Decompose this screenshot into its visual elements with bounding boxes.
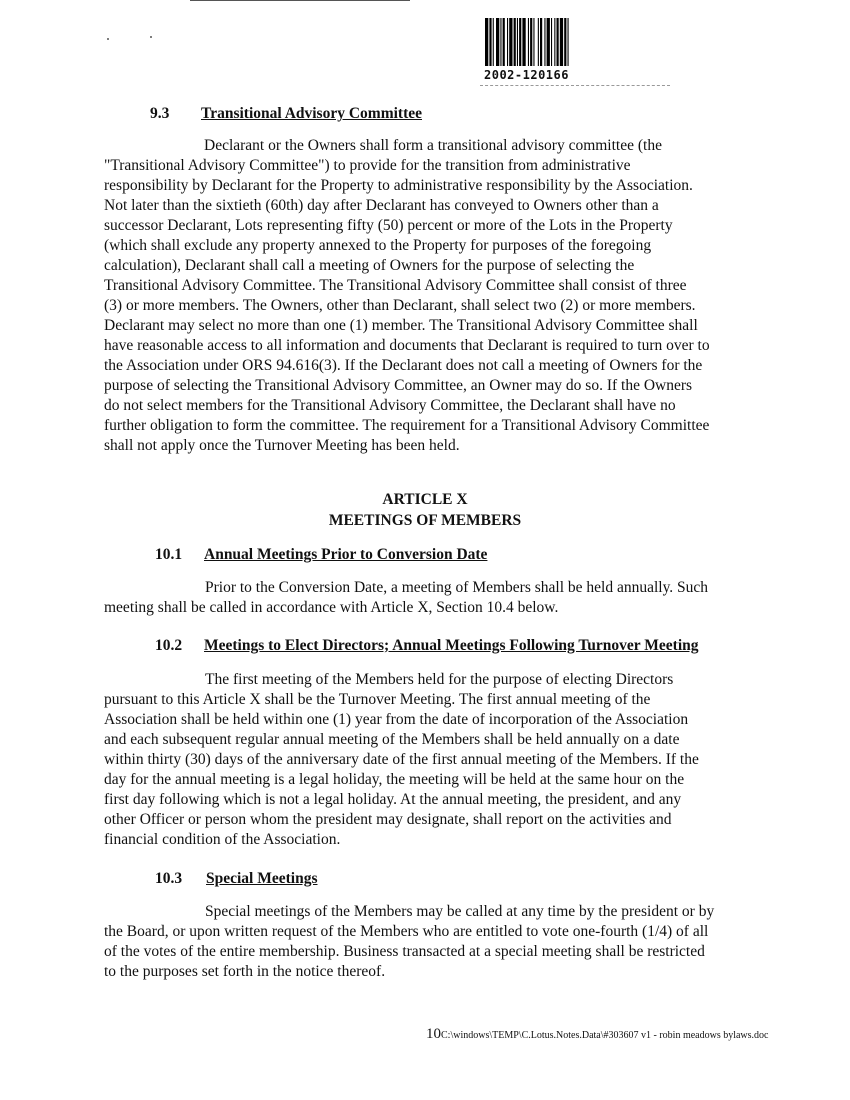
section-10-1-body [104, 578, 754, 618]
barcode-bar [485, 18, 488, 66]
paragraph-line: Not later than the sixtieth (60th) day after Declarant has conveyed to Owners other than a [104, 197, 659, 214]
barcode-bar [509, 18, 512, 66]
paragraph-line: pursuant to this Article X shall be the Turnover Meeting. The first annual meeting of the [104, 691, 651, 708]
barcode-bar [514, 18, 516, 66]
paragraph-line: (which shall exclude any property annexed to the Property for purposes of the foregoing [104, 237, 652, 254]
barcode-bar [544, 18, 545, 66]
barcode-bar [560, 18, 563, 66]
section-9-3-body [104, 136, 754, 456]
section-title: Special Meetings [206, 870, 318, 887]
paragraph-line: (3) or more members. The Owners, other than Declarant, shall select two (2) or more members. [104, 297, 696, 314]
section-10-2-body [104, 670, 754, 850]
paragraph-line: meeting shall be called in accordance with Article X, Section 10.4 below. [104, 599, 559, 616]
recording-number: 2002-120166 [484, 68, 569, 82]
paragraph-line: do not select members for the Transitional Advisory Committee, the Declarant shall have no [104, 397, 676, 414]
barcode-bar [517, 18, 518, 66]
barcode-bar [493, 18, 494, 66]
barcode-bar [564, 18, 566, 66]
barcode-bar [522, 18, 525, 66]
paragraph-line: Declarant may select no more than one (1) member. The Transitional Advisory Committee shall [104, 317, 698, 334]
scan-edge-line [190, 0, 410, 1]
paragraph-line: successor Declarant, Lots representing fifty (50) percent or more of the Lots in the Property [104, 217, 673, 234]
barcode-bar [507, 18, 508, 66]
page-footer [426, 1026, 768, 1043]
paragraph-line: other Officer or person whom the president may designate, shall report on the activities and [104, 811, 672, 828]
paragraph-line: the Board, or upon written request of the Members who are entitled to vote one-fourth (1/4) of all [104, 923, 709, 940]
page-number: 10 [426, 1026, 441, 1042]
paragraph-line: Transitional Advisory Committee. The Transitional Advisory Committee shall consist of three [104, 277, 687, 294]
section-number: 9.3 [150, 105, 170, 122]
paragraph-line: calculation), Declarant shall call a meeting of Owners for the purpose of selecting the [104, 257, 635, 274]
barcode-bar [496, 18, 499, 66]
section-heading-10-1 [155, 546, 487, 564]
section-number: 10.2 [155, 637, 183, 654]
barcode-bar [530, 18, 532, 66]
section-heading-10-3 [155, 870, 318, 888]
barcode-bar [554, 18, 555, 66]
barcode-bar [551, 18, 552, 66]
scan-speck [107, 38, 109, 40]
paragraph-line: day for the annual meeting is a legal holiday, the meeting will be held at the same hour on the [104, 771, 685, 788]
paragraph-line: the Association under ORS 94.616(3). If the Declarant does not call a meeting of Owners for the [104, 357, 703, 374]
article-heading [0, 489, 850, 531]
paragraph-line: of the votes of the entire membership. Business transacted at a special meeting shall be restricted [104, 943, 705, 960]
paragraph-line: shall not apply once the Turnover Meeting has been held. [104, 437, 460, 454]
barcode-bar [519, 18, 521, 66]
paragraph-line: Association shall be held within one (1) year from the date of incorporation of the Association [104, 711, 689, 728]
barcode-bar [568, 18, 569, 66]
barcode-bar [533, 18, 534, 66]
section-title: Transitional Advisory Committee [201, 105, 423, 122]
barcode-bar [489, 18, 491, 66]
paragraph-line: financial condition of the Association. [104, 831, 341, 848]
barcode-bar [547, 18, 550, 66]
barcode-bar [528, 18, 529, 66]
section-number: 10.3 [155, 870, 183, 887]
paragraph-line: responsibility by Declarant for the Property to administrative responsibility by the Association. [104, 177, 693, 194]
article-title: MEETINGS OF MEMBERS [328, 512, 522, 529]
section-heading-10-2 [155, 637, 699, 655]
paragraph-line: "Transitional Advisory Committee") to provide for the transition from administrative [104, 157, 631, 174]
paragraph-line: and each subsequent regular annual meeting of the Members shall be held annually on a date [104, 731, 680, 748]
stamp-dash-line [480, 85, 670, 86]
section-heading-9-3 [150, 105, 422, 123]
barcode-bar [540, 18, 542, 66]
barcode-bar [503, 18, 505, 66]
barcode-bar [538, 18, 539, 66]
paragraph-line: within thirty (30) days of the anniversary date of the first annual meeting of the Members. If the [104, 751, 699, 768]
scan-speck [150, 36, 152, 38]
paragraph-line: Declarant or the Owners shall form a transitional advisory committee (the [204, 137, 662, 154]
paragraph-line: first day following which is not a legal holiday. At the annual meeting, the president, and any [104, 791, 682, 808]
paragraph-line: The first meeting of the Members held for the purpose of electing Directors [205, 671, 674, 688]
paragraph-line: Special meetings of the Members may be called at any time by the president or by [205, 903, 715, 920]
paragraph-line: Prior to the Conversion Date, a meeting of Members shall be held annually. Such [205, 579, 709, 596]
document-path: C:\windows\TEMP\C.Lotus.Notes.Data\#303607 v1 - robin meadows bylaws.doc [441, 1030, 769, 1041]
section-title: Annual Meetings Prior to Conversion Date [204, 546, 488, 563]
section-10-3-body [104, 902, 754, 982]
article-number: ARTICLE X [382, 491, 468, 508]
paragraph-line: to the purposes set forth in the notice thereof. [104, 963, 386, 980]
section-number: 10.1 [155, 546, 183, 563]
paragraph-line: further obligation to form the committee. The requirement for a Transitional Advisory Committee [104, 417, 710, 434]
barcode-bar [557, 18, 559, 66]
section-title: Meetings to Elect Directors; Annual Meetings Following Turnover Meeting [204, 637, 699, 654]
paragraph-line: purpose of selecting the Transitional Advisory Committee, an Owner may do so. If the Owners [104, 377, 693, 394]
paragraph-line: have reasonable access to all information and documents that Declarant is required to turn over to [104, 337, 710, 354]
recording-barcode [483, 18, 633, 66]
barcode-bar [500, 18, 501, 66]
